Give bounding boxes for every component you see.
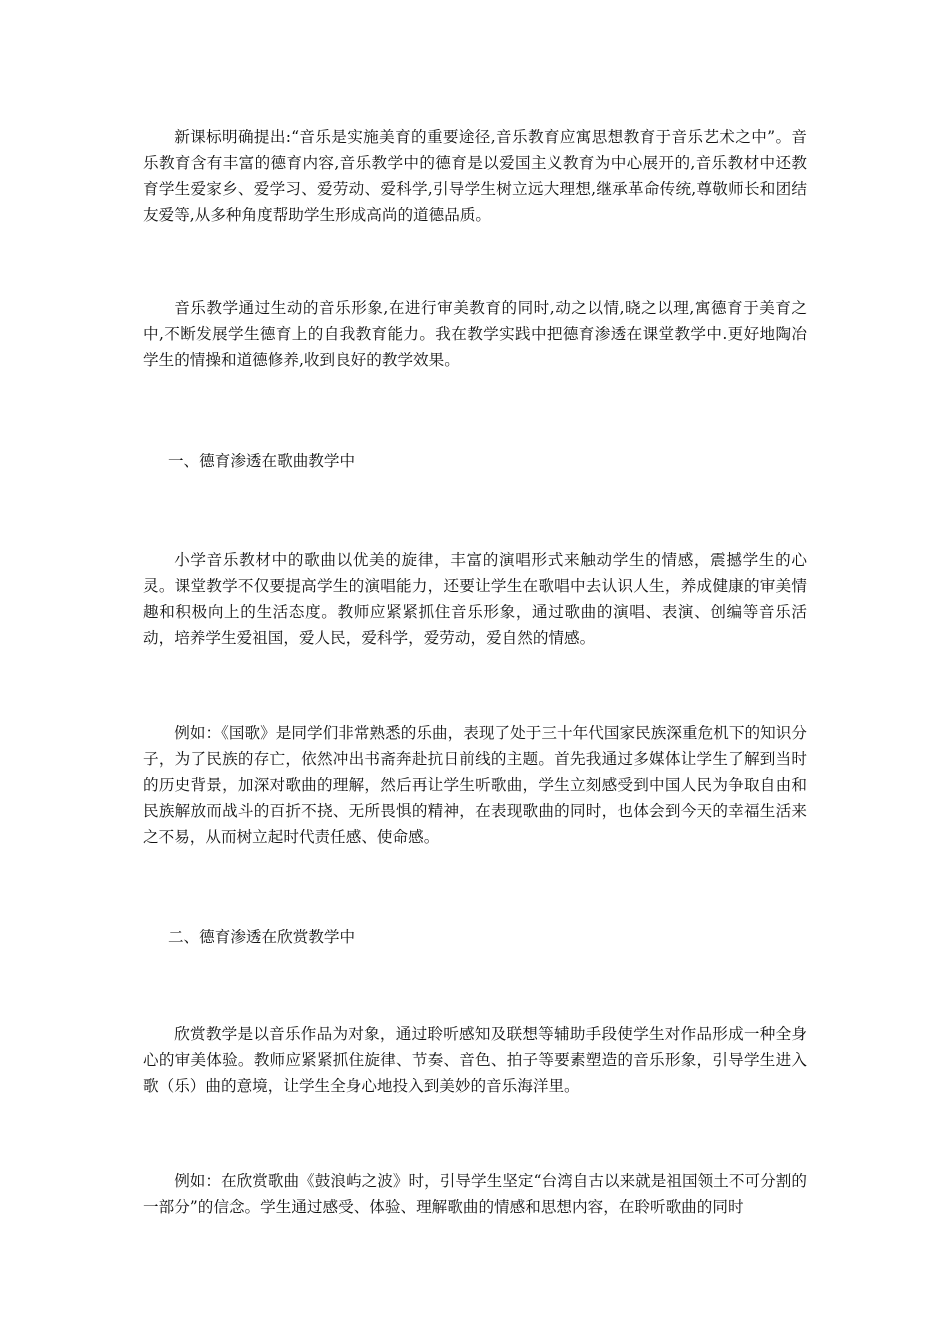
paragraph-gulangyu-example: 例如：在欣赏歌曲《鼓浪屿之波》时，引导学生坚定“台湾自古以来就是祖国领土不可分割的一部分”的信念。学生通过感受、体验、理解歌曲的情感和思想内容，在聆听歌曲的同时 xyxy=(143,1172,807,1216)
paragraph-teaching: 音乐教学通过生动的音乐形象,在进行审美教育的同时,动之以情,晓之以理,寓德育于美育之中,不断发展学生德育上的自我教育能力。我在教学实践中把德育渗透在课堂教学中.更好地陶冶学生的情操和道德修养,收到良好的教学效果。 xyxy=(143,299,807,369)
section-heading-appreciation: 二、德育渗透在欣赏教学中 xyxy=(167,928,356,946)
paragraph-anthem-example: 例如：《国歌》是同学们非常熟悉的乐曲，表现了处于三十年代国家民族深重危机下的知识分子，为了民族的存亡，依然冲出书斋奔赴抗日前线的主题。首先我通过多媒体让学生了解到当时的历史背景，加深对歌曲的理解，然后再让学生听歌曲，学生立刻感受到中国人民为争取自由和民族解放而战斗的百折不挠、无所畏惧的精神，在表现歌曲的同时，也体会到今天的幸福生活来之不易，从而树立起时代责任感、使命感。 xyxy=(143,724,807,846)
paragraph-song-teaching: 小学音乐教材中的歌曲以优美的旋律，丰富的演唱形式来触动学生的情感，震撼学生的心灵。课堂教学不仅要提高学生的演唱能力，还要让学生在歌唱中去认识人生，养成健康的审美情趣和积极向上的生活态度。教师应紧紧抓住音乐形象，通过歌曲的演唱、表演、创编等音乐活动，培养学生爱祖国，爱人民，爱科学，爱劳动，爱自然的情感。 xyxy=(143,551,807,647)
paragraph-appreciation-teaching: 欣赏教学是以音乐作品为对象，通过聆听感知及联想等辅助手段使学生对作品形成一种全身心的审美体验。教师应紧紧抓住旋律、节奏、音色、拍子等要素塑造的音乐形象，引导学生进入歌（乐）曲的意境，让学生全身心地投入到美妙的音乐海洋里。 xyxy=(143,1025,807,1095)
paragraph-intro: 新课标明确提出:“音乐是实施美育的重要途径,音乐教育应寓思想教育于音乐艺术之中”。音乐教育含有丰富的德育内容,音乐教学中的德育是以爱国主义教育为中心展开的,音乐教材中还教育学生爱家乡、爱学习、爱劳动、爱科学,引导学生树立远大理想,继承革命传统,尊敬师长和团结友爱等,从多种角度帮助学生形成高尚的道德品质。 xyxy=(143,128,807,224)
section-heading-song: 一、德育渗透在歌曲教学中 xyxy=(167,452,356,470)
